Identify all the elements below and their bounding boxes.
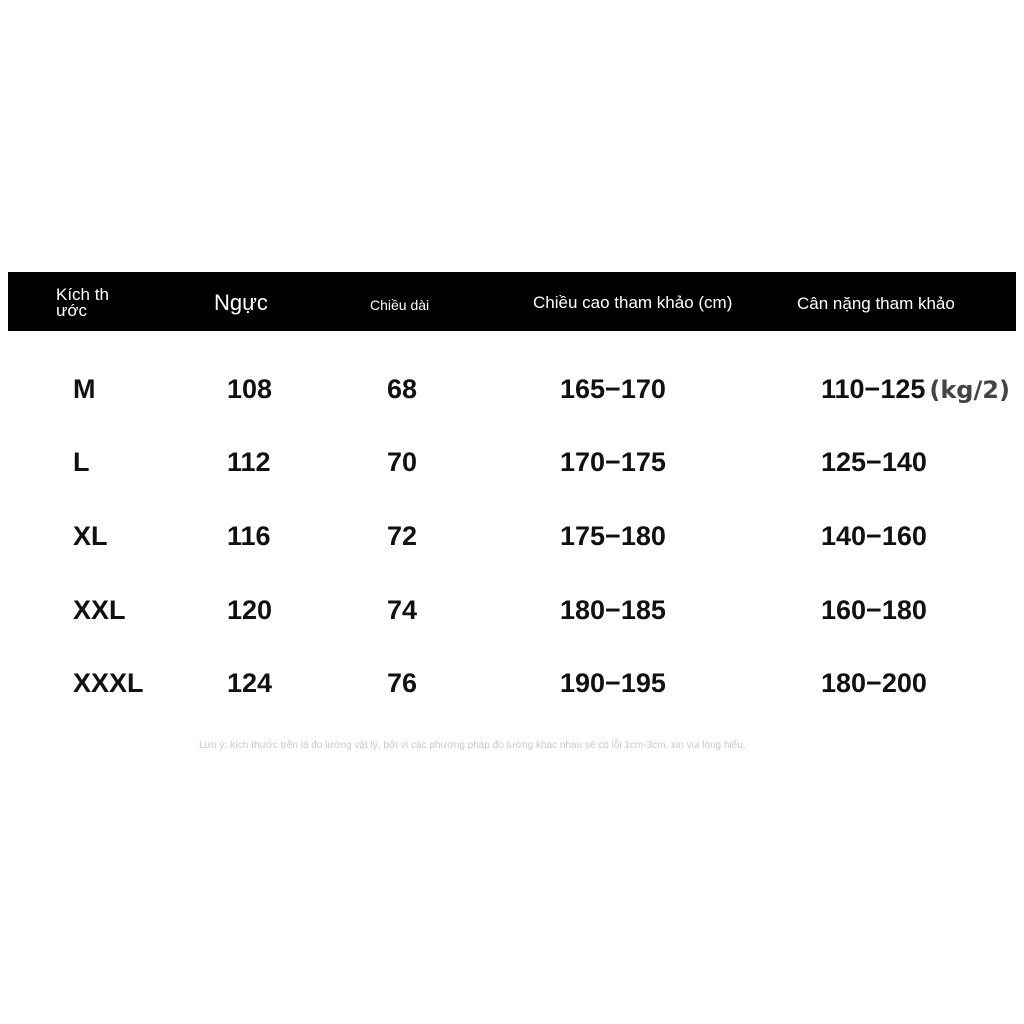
cell-chest: 116 [227,521,271,551]
table-row [0,590,1024,630]
cell-weight: 180−200 [821,668,927,698]
cell-weight [821,369,1010,410]
cell-height: 170−175 [560,447,666,477]
cell-size: XL [73,521,108,551]
cell-weight: 140−160 [821,521,927,551]
header-size: Kích th ước [56,285,109,320]
header-length: Chiều dài [370,297,430,313]
cell-chest: 120 [227,595,273,625]
header-chest: Ngực [214,290,268,315]
measurement-note: Lưu ý: kích thước trên là đo lường vật lý, bởi vì các phương pháp đo lường khác nhau sẽ có lỗi 1cm-3cm, xin vui lòng hiểu. [199,740,746,751]
cell-chest: 108 [227,374,273,404]
cell-height: 180−185 [560,595,666,625]
cell-length: 70 [387,447,418,477]
cell-size: M [73,374,96,404]
table-row [0,516,1024,556]
cell-length: 72 [387,521,418,551]
cell-size: L [73,447,90,477]
cell-length: 74 [387,595,418,625]
cell-chest: 124 [227,668,273,698]
cell-size: XXL [73,595,126,625]
table-row [0,442,1024,482]
cell-height: 190−195 [560,668,666,698]
header-reference-weight: Cân nặng tham khảo [797,294,955,313]
weight-unit: (kg/2) [929,376,1010,404]
cell-height: 165−170 [560,374,666,404]
size-table-header [8,272,1016,331]
cell-weight: 160−180 [821,595,927,625]
cell-chest: 112 [227,447,271,477]
cell-weight-value: 110−125 [821,374,926,404]
header-reference-height: Chiều cao tham khảo (cm) [533,293,733,312]
cell-size: XXXL [73,668,144,698]
table-row [0,369,1024,409]
table-row [0,663,1024,703]
cell-weight: 125−140 [821,447,927,477]
cell-length: 76 [387,668,418,698]
cell-length: 68 [387,374,418,404]
cell-height: 175−180 [560,521,666,551]
